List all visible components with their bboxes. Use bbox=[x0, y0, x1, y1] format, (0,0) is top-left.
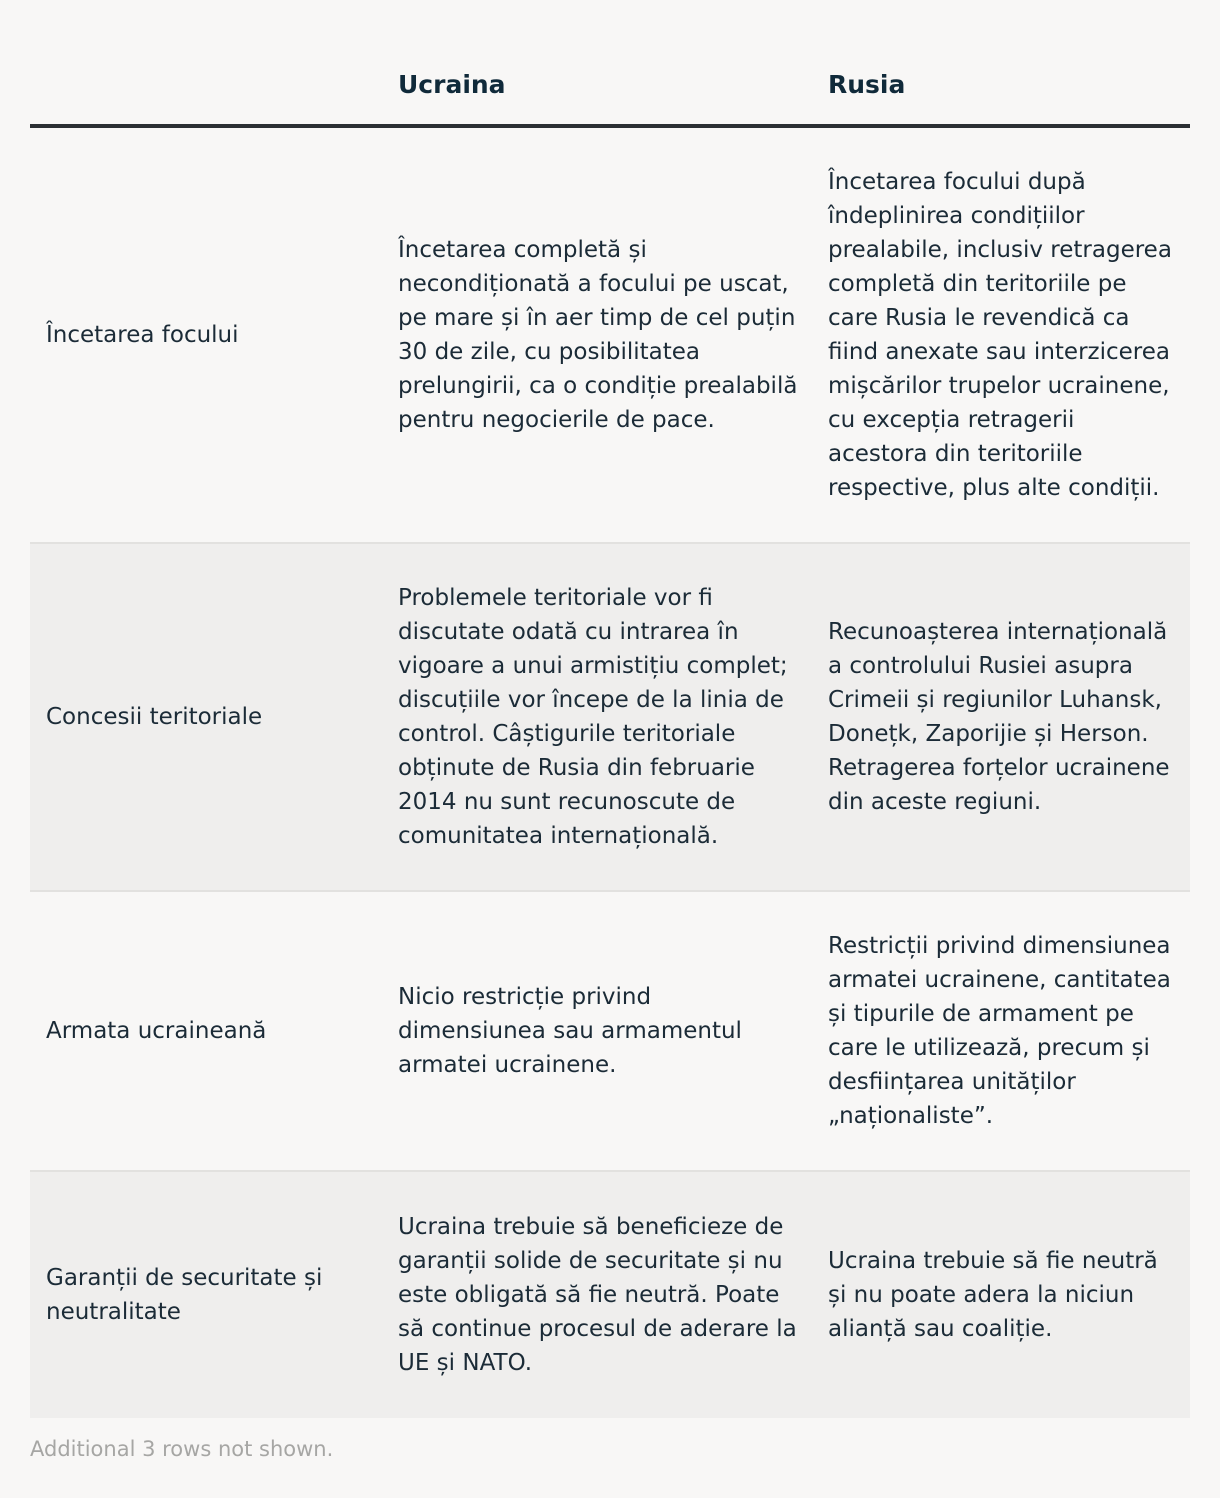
ukraine-position: Ucraina trebuie să beneficieze de garanții solide de securitate și nu este obligată să fie neutră. Poate să continue procesul de aderare la UE și NATO. bbox=[398, 1214, 797, 1376]
row-topic: Concesii teritoriale bbox=[46, 704, 263, 730]
russia-position: Restricții privind dimensiunea armatei ucrainene, cantitatea și tipurile de armament pe care le utilizează, precum și desființarea unităților „naționaliste”. bbox=[828, 933, 1171, 1129]
russia-position: Recunoașterea internațională a controlului Rusiei asupra Crimeii și regiunilor Luhansk, Donețk, Zaporijie și Herson. Retragerea forțelor ucrainene din aceste regiuni. bbox=[828, 619, 1170, 815]
row-topic: Armata ucraineană bbox=[46, 1018, 267, 1044]
russia-position: Ucraina trebuie să fie neutră și nu poate adera la niciun alianță sau coaliție. bbox=[828, 1248, 1158, 1342]
row-topic: Garanții de securitate și neutralitate bbox=[46, 1265, 323, 1325]
russia-position: Încetarea focului după îndeplinirea condițiilor prealabile, inclusiv retragerea completă din teritoriile pe care Rusia le revendică ca fiind anexate sau interzicerea mișcărilor trupelor ucrainene, cu excepția retragerii acestora din teritoriile respective, plus alte condiții. bbox=[828, 169, 1172, 501]
table-row bbox=[30, 128, 1190, 544]
ukraine-position: Problemele teritoriale vor fi discutate odată cu intrarea în vigoare a unui armistițiu complet; discuțiile vor începe de la linia de control. Câștigurile teritoriale obținute de Rusia din februarie 2014 nu sunt recunoscute de comunitatea internațională. bbox=[398, 585, 788, 849]
table-row bbox=[30, 892, 1190, 1172]
rows-hidden-note: Additional 3 rows not shown. bbox=[30, 1437, 334, 1461]
table-row bbox=[30, 1172, 1190, 1418]
header-ukraine: Ucraina bbox=[398, 70, 506, 99]
table-header-row bbox=[30, 0, 1190, 128]
ukraine-position: Nicio restricție privind dimensiunea sau armamentul armatei ucrainene. bbox=[398, 984, 742, 1078]
comparison-table bbox=[30, 0, 1190, 1418]
ukraine-position: Încetarea completă și necondiționată a focului pe uscat, pe mare și în aer timp de cel puțin 30 de zile, cu posibilitatea prelungirii, ca o condiție prealabilă pentru negocierile de pace. bbox=[398, 237, 798, 433]
row-topic: Încetarea focului bbox=[46, 322, 239, 348]
table-row bbox=[30, 544, 1190, 892]
header-russia: Rusia bbox=[828, 70, 906, 99]
